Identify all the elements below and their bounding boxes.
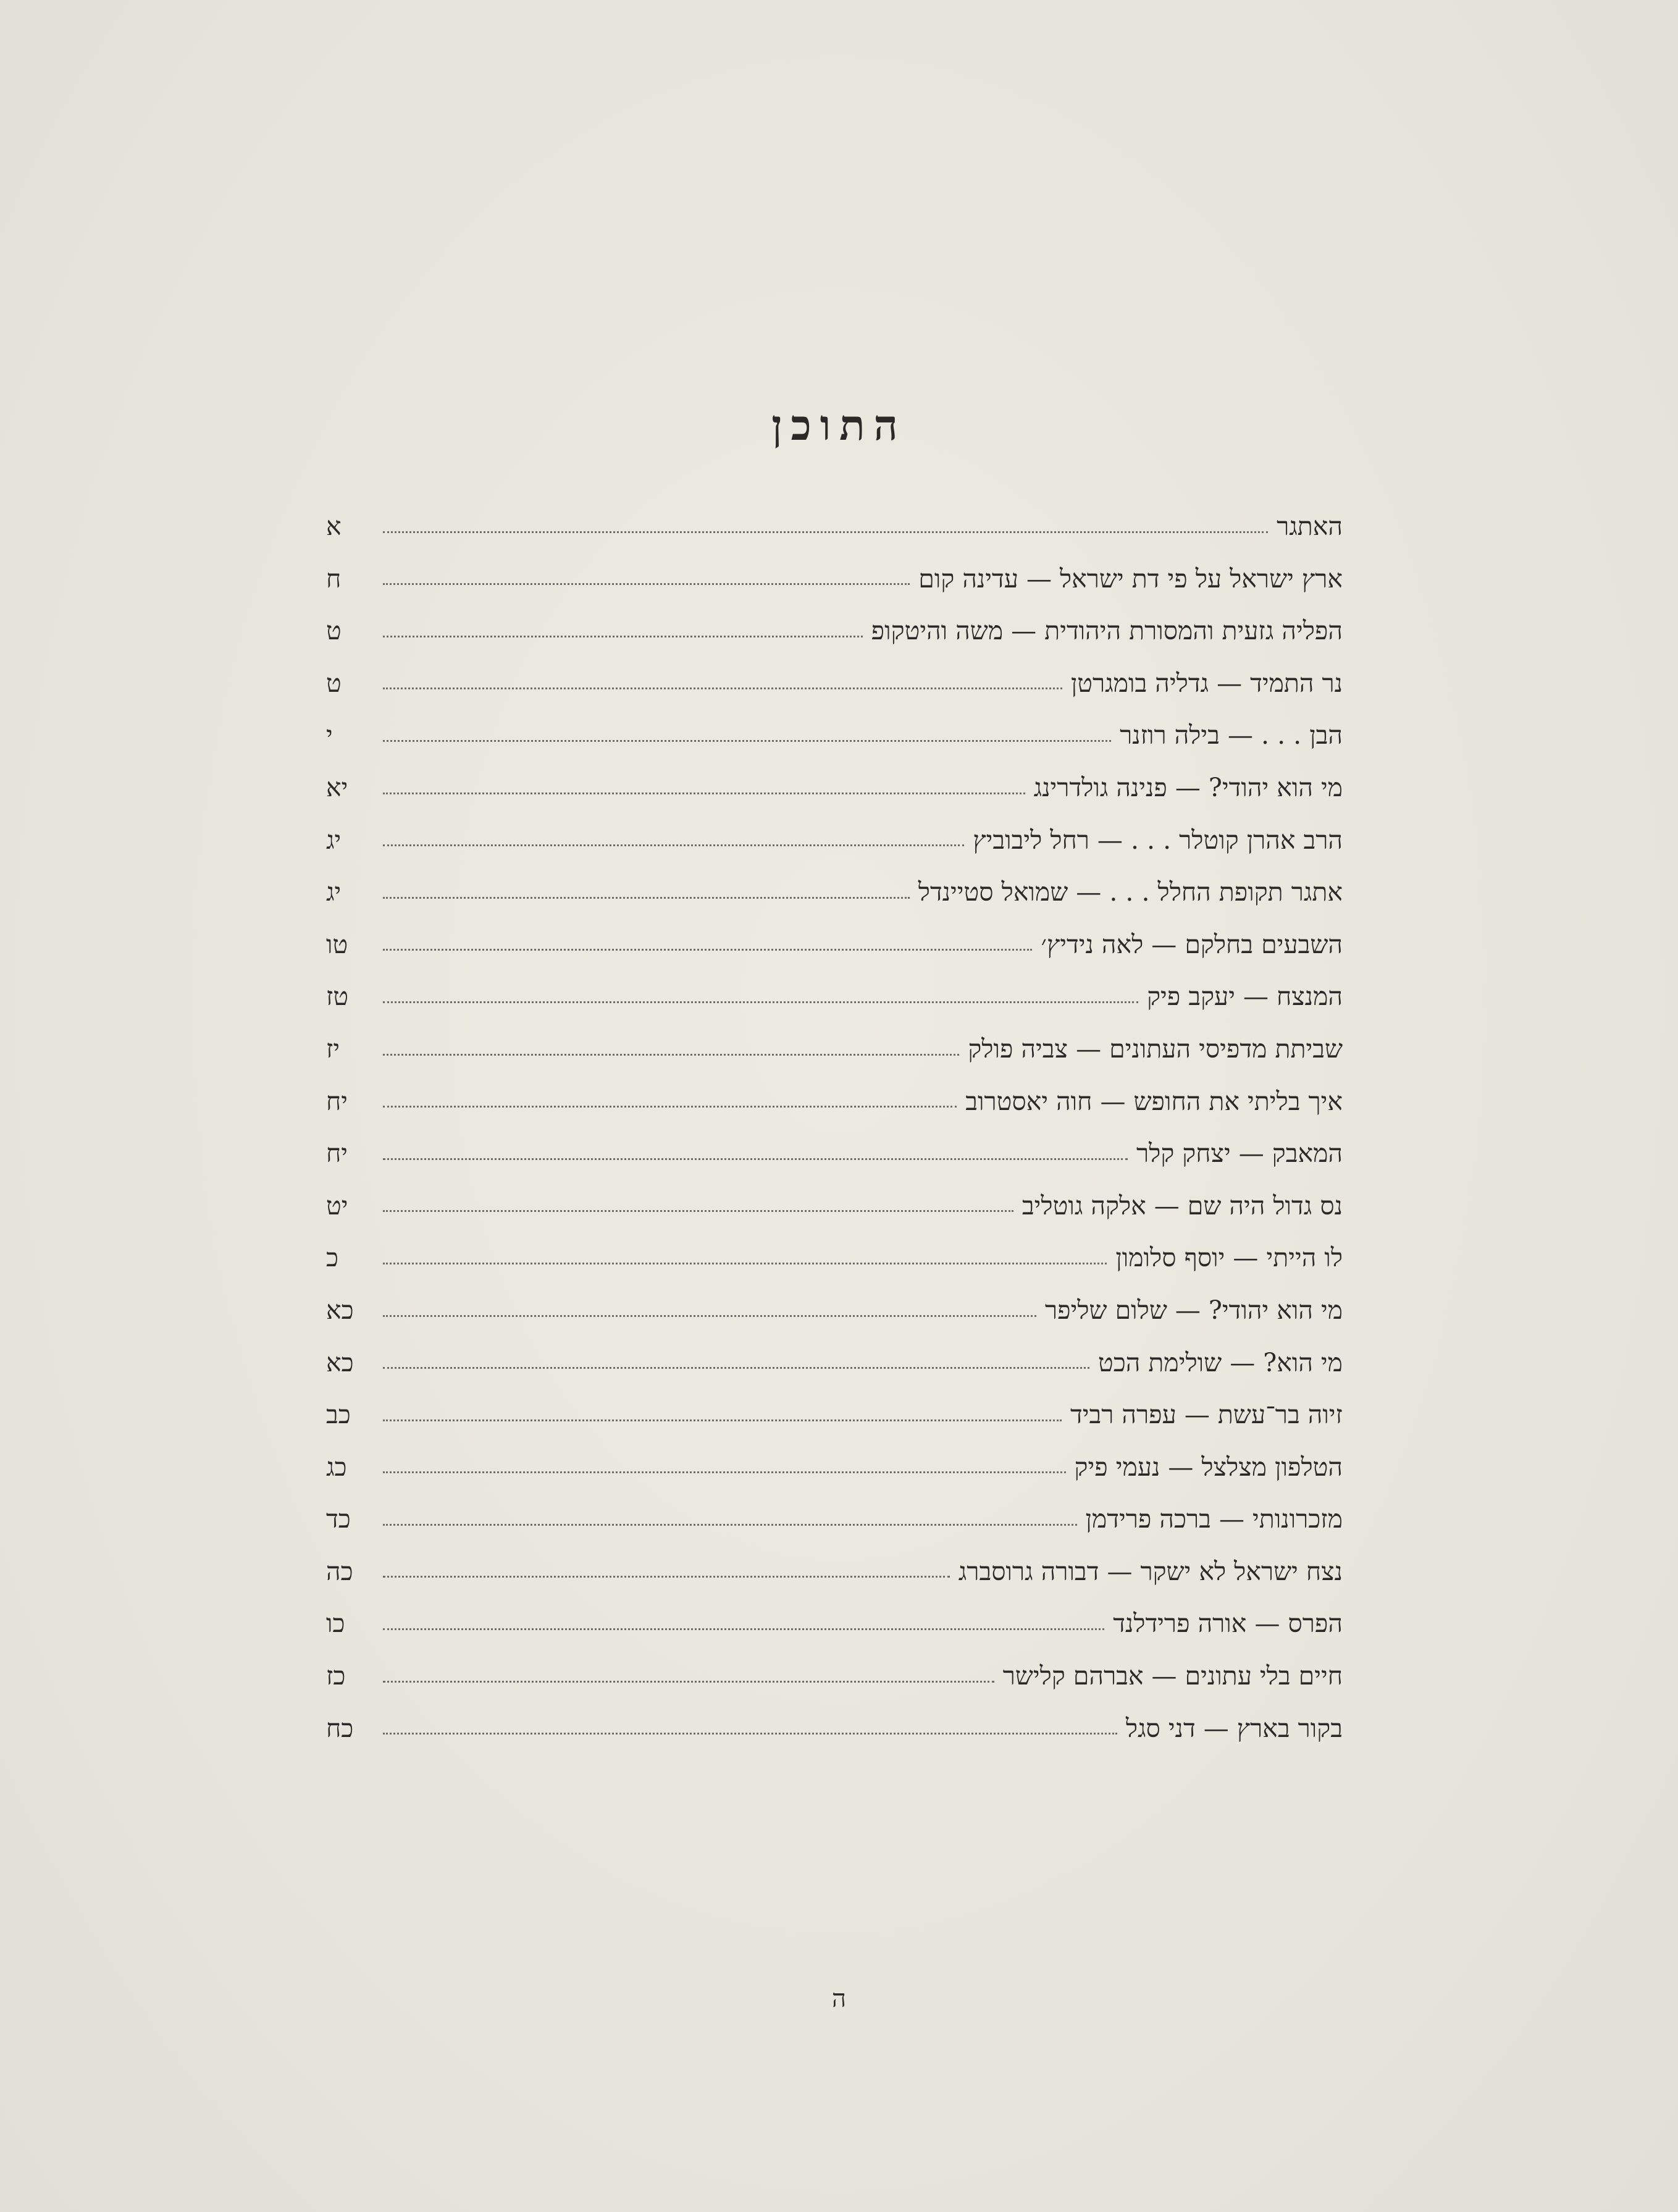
toc-entry-title: לו הייתי — יוסף סלומון [1115, 1243, 1343, 1273]
toc-entry-page: כו [326, 1609, 345, 1639]
toc-entry-page: ח [326, 563, 342, 594]
toc-entry [326, 866, 1343, 919]
toc-entry [326, 553, 1343, 605]
toc-entry-title: איך בליתי את החופש — חוה יאסטרוב [965, 1086, 1343, 1116]
toc-entry-title: השבעים בחלקם — לאה נידיץ׳ [1041, 929, 1343, 959]
toc-entry-page: א [326, 511, 342, 541]
toc-entry-title: המנצח — יעקב פיק [1147, 982, 1343, 1012]
toc-entry [326, 500, 1343, 553]
dot-leader [383, 1158, 1128, 1160]
toc-entry-page: יא [326, 772, 348, 802]
dot-leader [383, 1367, 1089, 1369]
toc-entry [326, 1493, 1343, 1545]
page-number: ה [831, 1985, 846, 2013]
dot-leader [383, 1524, 1077, 1526]
toc-entry-page: יג [326, 877, 342, 907]
toc-entry-page: טו [326, 929, 348, 959]
dot-leader [383, 793, 1025, 794]
toc-entry [326, 1597, 1343, 1650]
toc-entry-title: הטלפון מצלצל — נעמי פיק [1074, 1452, 1343, 1482]
toc-entry [326, 1284, 1343, 1337]
toc-entry-page: כז [326, 1661, 346, 1691]
toc-entry [326, 762, 1343, 814]
toc-entry-page: כג [326, 1452, 347, 1482]
toc-entry-title: חיים בלי עתונים — אברהם קלישר [1002, 1661, 1343, 1691]
dot-leader [383, 1576, 950, 1578]
toc-entry-title: נס גדול היה שם — אלקה גוטליב [1021, 1190, 1343, 1221]
dot-leader [383, 636, 863, 637]
toc-entry [326, 709, 1343, 762]
toc-entry-page: ט [326, 668, 342, 698]
toc-entry-title: זיוה בר־עשת — עפרה רביד [1070, 1400, 1343, 1430]
dot-leader [383, 1471, 1066, 1473]
dot-leader [383, 1210, 1013, 1212]
toc-entry [326, 814, 1343, 867]
toc-entry-page: יט [326, 1190, 348, 1221]
toc-entry [326, 1232, 1343, 1284]
table-of-contents [326, 500, 1343, 1754]
dot-leader [383, 1054, 959, 1056]
toc-entry-title: הרב אהרן קוטלר . . . — רחל ליבוביץ [973, 825, 1343, 855]
toc-entry [326, 1023, 1343, 1075]
toc-entry [326, 1702, 1343, 1755]
toc-entry-page: יז [326, 1033, 340, 1064]
toc-entry-title: מזכרונותי — ברכה פרידמן [1085, 1504, 1343, 1534]
toc-entry [326, 1389, 1343, 1441]
dot-leader [383, 844, 964, 846]
toc-entry [326, 919, 1343, 971]
dot-leader [383, 1263, 1107, 1264]
dot-leader [383, 740, 1111, 742]
dot-leader [383, 1106, 957, 1108]
dot-leader [383, 1419, 1062, 1421]
toc-entry [326, 605, 1343, 657]
toc-entry-page: טז [326, 982, 349, 1012]
toc-entry-title: נר התמיד — גדליה בומגרטן [1070, 668, 1343, 698]
toc-entry-title: מי הוא יהודי? — שלום שליפר [1044, 1295, 1343, 1325]
toc-entry-title: שביתת מדפיסי העתונים — צביה פולק [968, 1033, 1343, 1064]
toc-entry-page: ט [326, 616, 342, 646]
toc-entry-page: י [326, 720, 333, 751]
dot-leader [383, 688, 1062, 689]
toc-entry-page: כח [326, 1713, 354, 1743]
toc-entry [326, 970, 1343, 1023]
toc-entry-page: כה [326, 1556, 353, 1586]
toc-entry [326, 1127, 1343, 1180]
toc-entry-page: יח [326, 1138, 348, 1169]
toc-entry [326, 1441, 1343, 1494]
toc-entry-title: הפליה גזעית והמסורת היהודית — משה והיטקופ [871, 616, 1343, 646]
dot-leader [383, 1001, 1138, 1003]
toc-entry-title: האתגר [1277, 511, 1343, 541]
dot-leader [383, 1315, 1036, 1317]
toc-entry-title: בקור בארץ — דני סגל [1125, 1713, 1343, 1743]
toc-entry-title: ארץ ישראל על פי דת ישראל — עדינה קום [918, 563, 1343, 594]
toc-entry [326, 1075, 1343, 1128]
dot-leader [383, 583, 910, 585]
toc-entry [326, 1650, 1343, 1702]
toc-entry-title: המאבק — יצחק קלר [1136, 1138, 1343, 1169]
toc-entry-title: מי הוא? — שולימת הכט [1098, 1347, 1343, 1377]
toc-entry-page: יג [326, 825, 342, 855]
toc-entry-title: מי הוא יהודי? — פנינה גולדרינג [1033, 772, 1343, 802]
toc-entry-page: כב [326, 1400, 351, 1430]
toc-entry-title: אתגר תקופת החלל . . . — שמואל סטיינדל [918, 877, 1343, 907]
toc-entry-page: כ [326, 1243, 339, 1273]
dot-leader [383, 1628, 1104, 1630]
toc-entry [326, 1180, 1343, 1232]
dot-leader [383, 949, 1032, 951]
toc-entry-page: יח [326, 1086, 348, 1116]
dot-leader [383, 1733, 1117, 1735]
toc-entry-title: נצח ישראל לא ישקר — דבורה גרוסברג [958, 1556, 1343, 1586]
toc-entry-page: כד [326, 1504, 351, 1534]
dot-leader [383, 1681, 994, 1683]
dot-leader [383, 897, 910, 899]
toc-entry-title: הפרס — אורה פרידלנד [1113, 1609, 1343, 1639]
dot-leader [383, 531, 1268, 533]
page-title: התוכן [771, 401, 907, 450]
toc-entry [326, 657, 1343, 710]
toc-entry [326, 1337, 1343, 1389]
toc-entry-page: כא [326, 1347, 354, 1377]
toc-entry-page: כא [326, 1295, 354, 1325]
toc-entry-title: הבן . . . — בילה רוזנר [1120, 720, 1343, 751]
toc-entry [326, 1545, 1343, 1598]
